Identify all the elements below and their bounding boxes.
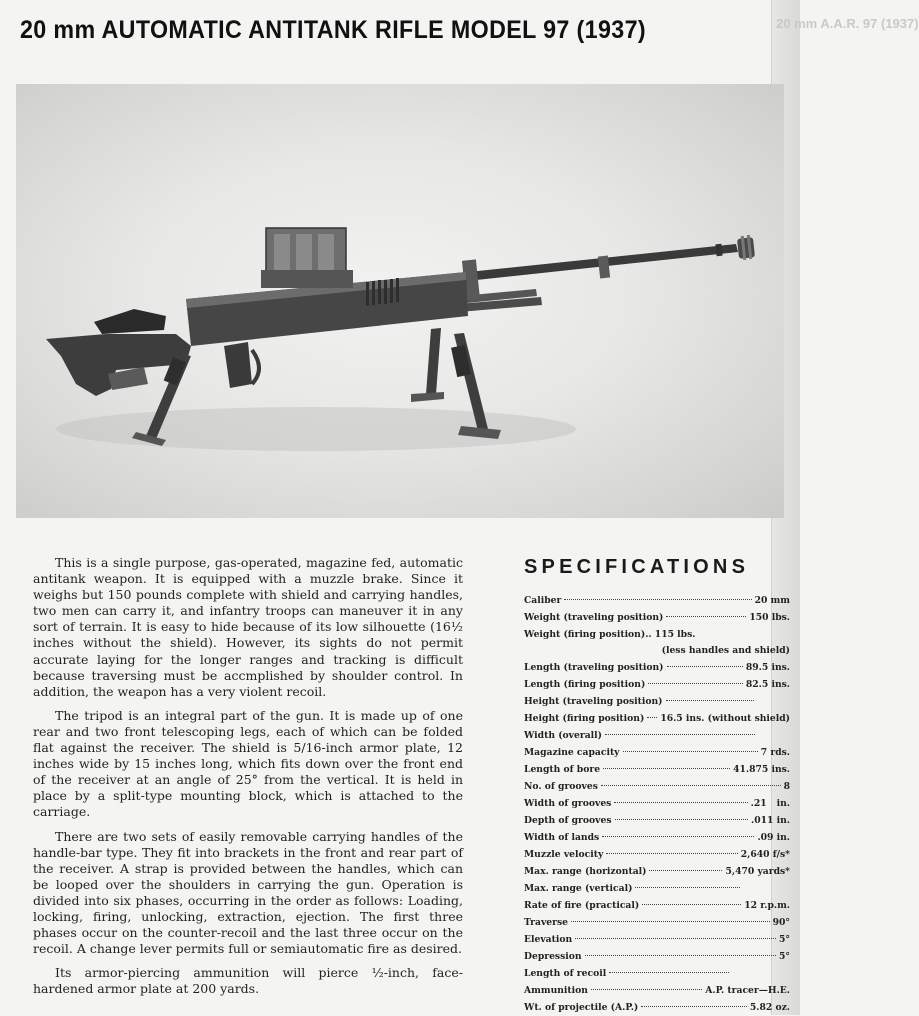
adjacent-page-text: 20 mm A.A.R. 97 (1937): [776, 16, 919, 31]
spec-value: .011 in.: [751, 815, 790, 826]
spec-label: Height (traveling position): [524, 696, 663, 707]
spec-row: [524, 778, 790, 795]
spec-row: [524, 897, 790, 914]
spec-value: A.P. tracer—H.E.: [705, 985, 790, 996]
spec-label: Ammunition: [524, 985, 588, 996]
paragraph-1: This is a single purpose, gas-operated, magazine fed, automatic antitank weapon. It is equipped with a muzzle brake. Since it weighs but 150 pounds complete with shield and carrying handles, two men can carry it, and infantry troops can maneuver it in any sort of terrain. It is easy to hide because of its low silhouette (16½ inches without the shield). However, its sights do not permit accurate laying for the longer ranges and tracking is difficult because traversing must be accmplished by shoulder control. In addition, the weapon has a very violent recoil.: [33, 555, 463, 699]
spec-row: [524, 914, 790, 931]
paragraph-3: There are two sets of easily removable carrying handles of the handle-bar type. They fit into brackets in the front and rear part of the receiver. A strap is provided between the handles, which can be looped over the shoulders in carrying the gun. Operation is divided into six phases, occurring in the order as follows: Loading, locking, firing, unlocking, extraction, ejection. The first three phases occur on the counter-recoil and the last three occur on the recoil. A change lever permits full or semiautomatic fire as desired.: [33, 828, 463, 957]
spec-label: Depression: [524, 951, 582, 962]
spec-label: Muzzle velocity: [524, 849, 604, 860]
spec-label: Length of recoil: [524, 968, 607, 979]
spec-label: Weight (traveling position): [524, 612, 664, 623]
spec-label: Width (overall): [524, 730, 602, 741]
spec-label: Height (firing position): [524, 713, 645, 724]
spec-value: .21: [750, 798, 767, 809]
spec-value: 5°: [779, 951, 790, 962]
spec-label: Rate of fire (practical): [524, 900, 640, 911]
spec-row: [524, 965, 790, 982]
spec-label: Wt. of projectile (A.P.): [524, 1002, 639, 1013]
spec-value: 12 r.p.m.: [744, 900, 790, 911]
spec-value: 150 lbs.: [749, 612, 790, 623]
spec-label: No. of grooves: [524, 781, 598, 792]
spec-row: [524, 999, 790, 1016]
spec-value: .09 in.: [757, 832, 790, 843]
spec-value: 5°: [779, 934, 790, 945]
spec-label: Caliber: [524, 595, 562, 606]
spec-row: [524, 880, 790, 897]
rifle-illustration: [16, 84, 784, 518]
spec-row: [524, 931, 790, 948]
spec-row: [524, 982, 790, 999]
paragraph-4: Its armor-piercing ammunition will pierce ½-inch, face-hardened armor plate at 200 yards.: [33, 965, 463, 997]
spec-value: 20 mm: [754, 595, 790, 606]
spec-row: [524, 863, 790, 880]
spec-label: Max. range (horizontal): [524, 866, 647, 877]
spec-row: [524, 626, 790, 643]
spec-value: 82.5 ins.: [745, 679, 790, 690]
spec-row: [524, 829, 790, 846]
spec-row: [524, 846, 790, 863]
spec-value: 2,640 f/s*: [740, 849, 790, 860]
spec-value: 5,470 yards*: [725, 866, 790, 877]
spec-row: [524, 609, 790, 626]
rifle-photograph: [16, 84, 784, 518]
spec-label: Traverse: [524, 917, 569, 928]
spec-value: 8: [783, 781, 790, 792]
spec-label: Width of lands: [524, 832, 600, 843]
spec-label: Depth of grooves: [524, 815, 612, 826]
spec-value: 7 rds.: [760, 747, 790, 758]
spec-label: Length (traveling position): [524, 662, 664, 673]
specifications-list: [524, 592, 790, 1016]
spec-label: Length of bore: [524, 764, 601, 775]
spec-label: Max. range (vertical): [524, 883, 633, 894]
spec-row: [524, 727, 790, 744]
spec-label: Weight (firing position).. 115 lbs.: [524, 629, 696, 640]
spec-label: Width of grooves: [524, 798, 612, 809]
spec-label: Length (firing position): [524, 679, 646, 690]
spec-row: [524, 795, 790, 812]
spec-row: [524, 761, 790, 778]
spec-note: (less handles and shield): [661, 645, 790, 656]
spec-value: 5.82 oz.: [749, 1002, 790, 1013]
description-text: [33, 555, 463, 1005]
spec-value: 90°: [772, 917, 790, 928]
page-title: 20 mm AUTOMATIC ANTITANK RIFLE MODEL 97 (1937): [20, 16, 647, 44]
spec-row: [524, 592, 790, 609]
spec-value: 89.5 ins.: [745, 662, 790, 673]
spec-row: [524, 948, 790, 965]
spec-unit: in.: [776, 798, 790, 809]
spec-row: [524, 744, 790, 761]
spec-row: [524, 676, 790, 693]
spec-label: Elevation: [524, 934, 573, 945]
specifications-heading: SPECIFICATIONS: [524, 556, 750, 578]
spec-row: [524, 659, 790, 676]
spec-value: 41.875 ins.: [733, 764, 790, 775]
spec-row: [524, 812, 790, 829]
paragraph-2: The tripod is an integral part of the gun. It is made up of one rear and two front telescoping legs, each of which can be folded flat against the receiver. The shield is 5/16-inch armor plate, 12 inches wide by 15 inches long, which fits down over the front end of the receiver at an angle of 25° from the vertical. It is held in place by a split-type mounting block, which is attached to the carriage.: [33, 707, 463, 820]
spec-label: Magazine capacity: [524, 747, 620, 758]
spec-row: [524, 693, 790, 710]
spec-value: 16.5 ins. (without shield): [660, 713, 791, 724]
spec-row: [524, 710, 790, 727]
